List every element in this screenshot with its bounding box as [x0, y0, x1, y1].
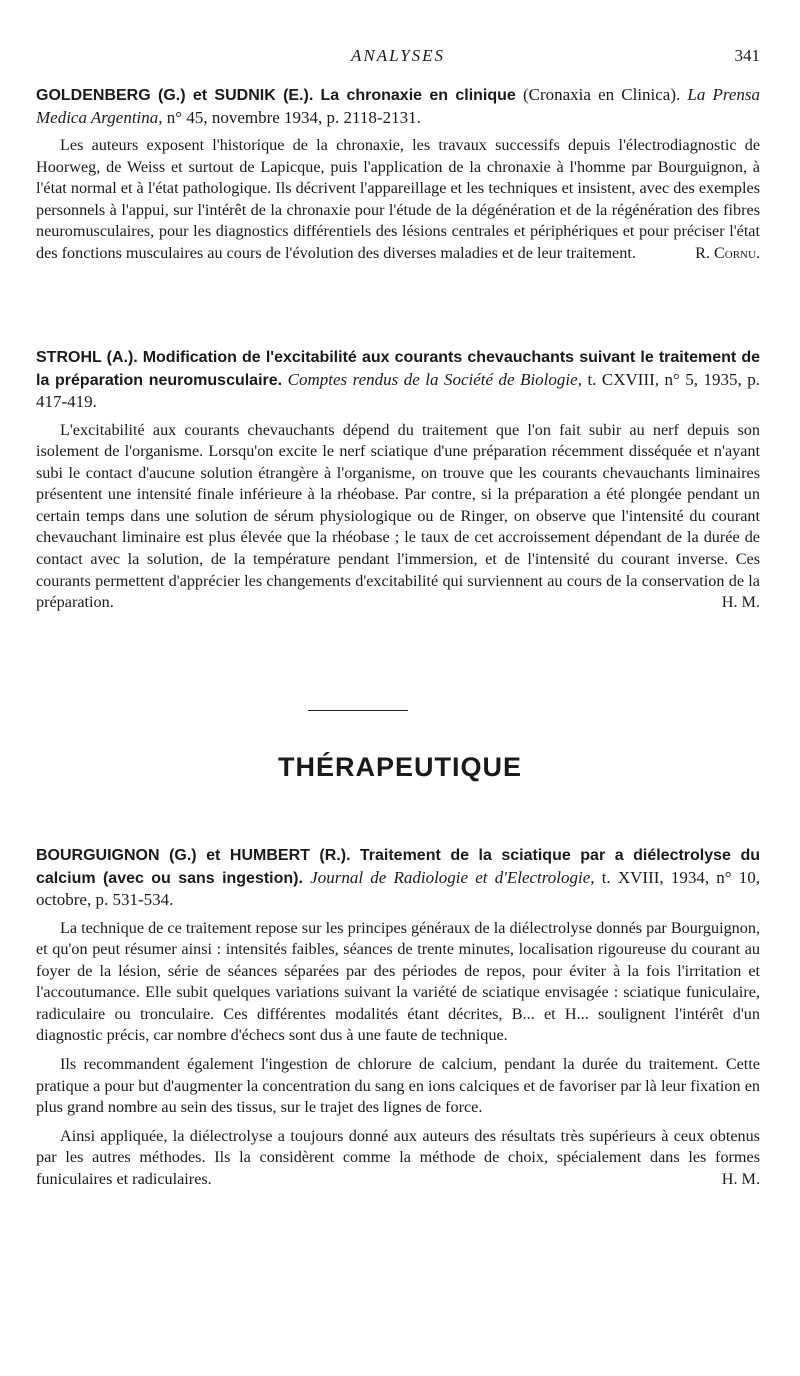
signature: H. M.	[721, 593, 760, 612]
authors: BOURGUIGNON (G.) et HUMBERT (R.).	[36, 847, 351, 864]
abstract-paragraph	[36, 135, 760, 265]
section-title: THÉRAPEUTIQUE	[277, 752, 523, 782]
authors: STROHL (A.).	[36, 349, 138, 366]
running-title: ANALYSES	[350, 46, 446, 65]
section-divider	[308, 710, 408, 711]
abstract-paragraph: La technique de ce traitement repose sur les principes généraux de la diélectrolyse donnés par Bourguignon, et qu'on peut résumer ainsi : intensités faibles, séances de trente minutes, localisation rigoureuse du courant au foyer de la lésion, série de séances séparées par des périodes de repos, pour éviter à la fois l'irritation et l'accoutumance. Elle subit quelques variations suivant la variété de sciatique envisagée : sciatique funiculaire, radiculaire ou tronculaire. Ces différentes modalités étant décrites, B... et H... soulignent l'intérêt d'un diagnostic précis, car nombre d'échecs sont dus à une faute de technique.	[36, 918, 761, 1045]
abstract-entry-strohl	[36, 346, 760, 614]
abstract-paragraph	[36, 1126, 760, 1191]
signature: R. Cornu.	[695, 243, 760, 262]
abstract-paragraph	[36, 420, 760, 614]
paragraph-text: Les auteurs exposent l'historique de la chronaxie, les travaux successifs depuis l'électrodiagnostic de Hoorweg, de Weiss et surtout de Lapicque, puis l'application de la chronaxie à l'homme par Bourguignon, à l'état normal et à l'état pathologique. Ils décrivent l'appareillage et les techniques et insistent, avec des exemples personnels à l'appui, sur l'intérêt de la chronaxie pour l'étude de la dégénération et de la régénération des fibres neuromusculaires, pour les diagnostics différentiels des lésions centrales et périphériques et pour préciser l'état des fonctions musculaires au cours de l'évolution des diverses maladies et de leur traitement.	[36, 136, 760, 262]
journal-name: La Prensa Medica Argentina,	[36, 85, 761, 127]
signature: H. M.	[721, 1170, 760, 1189]
citation: n° 45, novembre 1934, p. 2118-2131.	[166, 107, 421, 127]
page-header	[36, 46, 760, 68]
citation: t. XVIII, 1934, n° 10, octobre, p. 531-534.	[36, 867, 761, 909]
abstract-paragraph: Ils recommandent également l'ingestion de chlorure de calcium, pendant la durée du traitement. Cette pratique a pour but d'augmenter la concentration du sang en ions calciques et de favoriser par là leur fixation en plus grand nombre au sein des tissus, sur le trajet des lignes de force.	[36, 1055, 760, 1117]
citation: t. CXVIII, n° 5, 1935, p. 417-419.	[36, 369, 761, 411]
paragraph-text: L'excitabilité aux courants chevauchants dépend du traitement que l'on fait subir au nerf depuis son isolement de l'organisme. Lorsqu'on excite le nerf sciatique d'une préparation récemment disséquée et n'ayant subi le contact d'aucune solution étrangère à l'organisme, on trouve que les courants chevauchants liminaires présentent une intensité finale inférieure à la rhéobase. Par contre, si la préparation a été plongée pendant un certain temps dans une solution de sérum physiologique ou de Ringer, on observe que l'intensité du courant chevauchant liminaire est plus élevée que la rhéobase ; le taux de cet accroissement dépendant de la durée de contact avec la solution, de la température pendant l'immersion, et de l'intensité du courant inverse. Ces courants permettent d'apprécier les changements d'excitabilité qui surviennent au cours de la conservation de la préparation.	[36, 420, 760, 612]
journal-name: Comptes rendus de la Société de Biologie,	[287, 369, 582, 389]
journal-name: Journal de Radiologie et d'Electrologie,	[310, 867, 595, 887]
authors: GOLDENBERG (G.) et SUDNIK (E.).	[36, 87, 314, 104]
reference	[36, 84, 760, 128]
article-subtitle: (Cronaxia en Clinica).	[522, 85, 681, 104]
article-title: Traitement de la sciatique par a diélectrolyse du calcium (avec ou sans ingestion).	[36, 847, 761, 887]
article-title: Modification de l'excitabilité aux courants chevauchants suivant le traitement de la préparation neuromusculaire.	[36, 349, 761, 389]
reference	[36, 346, 760, 413]
abstract-entry-goldenberg	[36, 84, 760, 265]
article-title: La chronaxie en clinique	[320, 87, 516, 104]
abstract-entry-bourguignon	[36, 844, 760, 1191]
reference	[36, 844, 760, 911]
page-number: 341	[734, 46, 760, 65]
paragraph-text: Ainsi appliquée, la diélectrolyse a toujours donné aux auteurs des résultats très supérieurs à ceux obtenus par les autres méthodes. Ils la considèrent comme la méthode de choix, spécialement dans les formes funiculaires et radiculaires.	[36, 1126, 760, 1189]
